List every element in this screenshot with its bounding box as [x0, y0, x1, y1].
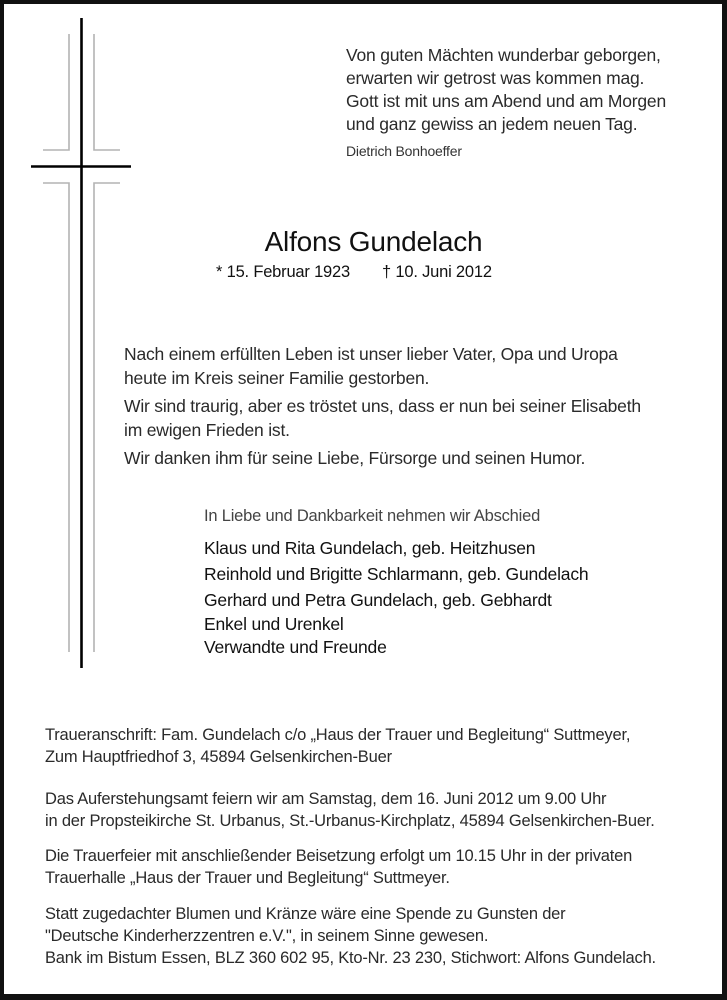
quote-line: Gott ist mit uns am Abend und am Morgen	[346, 91, 667, 111]
message-line: Wir danken ihm für seine Liebe, Fürsorge und seinen Humor.	[124, 448, 586, 468]
info-line: Statt zugedachter Blumen und Kränze wäre eine Spende zu Gunsten der	[45, 905, 566, 923]
death-date: † 10. Juni 2012	[382, 263, 492, 281]
info-line: Trauerhalle „Haus der Trauer und Begleitung“ Suttmeyer.	[45, 869, 450, 887]
obituary-message	[124, 342, 641, 474]
donation-info	[45, 903, 656, 969]
message-paragraph	[124, 394, 641, 442]
mourners-list	[204, 535, 588, 659]
info-line: "Deutsche Kinderherzzentren e.V.", in seinem Sinne gewesen.	[45, 927, 489, 945]
funeral-ceremony-info	[45, 845, 632, 889]
message-line: heute im Kreis seiner Familie gestorben.	[124, 368, 430, 388]
message-line: im ewigen Frieden ist.	[124, 420, 290, 440]
mourner-name: Klaus und Rita Gundelach, geb. Heitzhusen	[204, 538, 536, 558]
quote-author: Dietrich Bonhoeffer	[346, 143, 462, 159]
requiem-mass-info	[45, 788, 655, 832]
message-paragraph	[124, 446, 641, 470]
info-line: Bank im Bistum Essen, BLZ 360 602 95, Kto-Nr. 23 230, Stichwort: Alfons Gundelach.	[45, 949, 656, 967]
birth-date: * 15. Februar 1923	[216, 263, 350, 281]
life-dates	[216, 263, 492, 282]
info-line: Das Auferstehungsamt feiern wir am Samstag, dem 16. Juni 2012 um 9.00 Uhr	[45, 790, 607, 808]
mourner-name: Verwandte und Freunde	[204, 637, 387, 657]
message-paragraph	[124, 342, 641, 390]
mourner-name: Gerhard und Petra Gundelach, geb. Gebhardt	[204, 590, 552, 610]
info-line: Die Trauerfeier mit anschließender Beisetzung erfolgt um 10.15 Uhr in der privaten	[45, 847, 633, 865]
deceased-name: Alfons Gundelach	[264, 226, 483, 257]
mourner-name: Reinhold und Brigitte Schlarmann, geb. Gundelach	[204, 564, 589, 584]
message-line: Wir sind traurig, aber es tröstet uns, dass er nun bei seiner Elisabeth	[124, 396, 641, 416]
message-line: Nach einem erfüllten Leben ist unser lieber Vater, Opa und Uropa	[124, 344, 618, 364]
quote-line: und ganz gewiss an jedem neuen Tag.	[346, 114, 638, 134]
info-line: Zum Hauptfriedhof 3, 45894 Gelsenkirchen-Buer	[45, 748, 392, 766]
info-line: in der Propsteikirche St. Urbanus, St.-Urbanus-Kirchplatz, 45894 Gelsenkirchen-Buer.	[45, 812, 655, 830]
quote-line: Von guten Mächten wunderbar geborgen,	[346, 45, 661, 65]
info-line: Traueranschrift: Fam. Gundelach c/o „Haus der Trauer und Begleitung“ Suttmeyer,	[45, 726, 631, 744]
mourning-address	[45, 724, 630, 768]
mourner-name: Enkel und Urenkel	[204, 614, 344, 634]
quote-line: erwarten wir getrost was kommen mag.	[346, 68, 645, 88]
farewell-intro: In Liebe und Dankbarkeit nehmen wir Abschied	[204, 507, 541, 525]
quote	[346, 44, 666, 136]
